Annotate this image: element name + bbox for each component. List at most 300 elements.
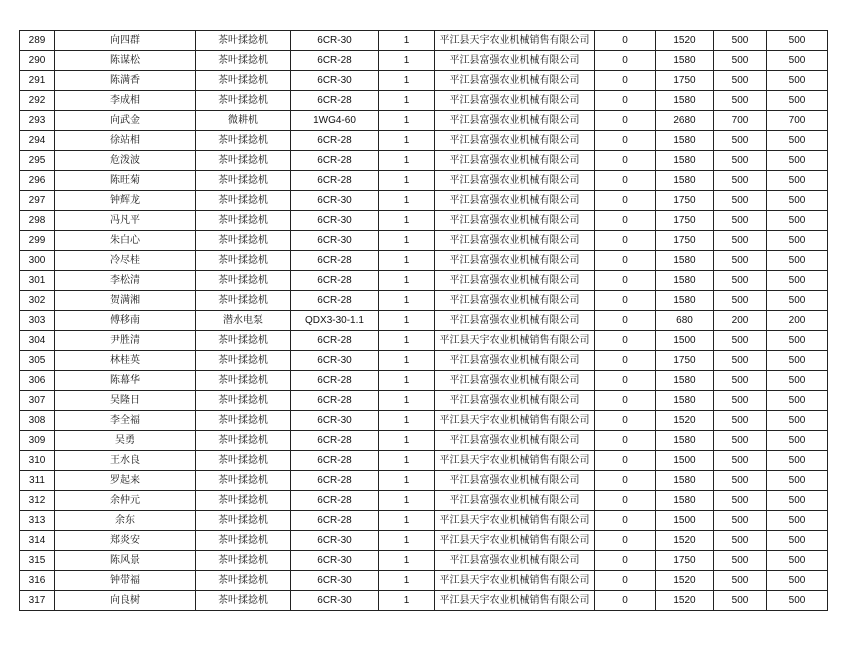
quantity-cell: 1 xyxy=(379,411,435,431)
row-number-cell: 315 xyxy=(20,551,55,571)
central-subsidy-cell: 200 xyxy=(714,311,767,331)
total-subsidy-cell: 500 xyxy=(767,231,828,251)
price-diff-cell: 0 xyxy=(595,151,656,171)
machine-type-cell: 茶叶揉捻机 xyxy=(196,331,291,351)
model-cell: 6CR-28 xyxy=(291,131,379,151)
total-subsidy-cell: 500 xyxy=(767,351,828,371)
central-subsidy-cell: 500 xyxy=(714,291,767,311)
table-body xyxy=(20,31,828,611)
price-diff-cell: 0 xyxy=(595,571,656,591)
price-diff-cell: 0 xyxy=(595,391,656,411)
central-subsidy-cell: 500 xyxy=(714,351,767,371)
model-cell: 6CR-30 xyxy=(291,591,379,611)
dealer-cell: 平江县天宇农业机械销售有限公司 xyxy=(435,531,595,551)
table-row xyxy=(20,591,828,611)
quantity-cell: 1 xyxy=(379,551,435,571)
quantity-cell: 1 xyxy=(379,231,435,251)
total-subsidy-cell: 500 xyxy=(767,591,828,611)
buyer-name-cell: 傅移南 xyxy=(55,311,196,331)
dealer-cell: 平江县天宇农业机械销售有限公司 xyxy=(435,511,595,531)
row-number-cell: 316 xyxy=(20,571,55,591)
table-row xyxy=(20,251,828,271)
sale-price-cell: 1580 xyxy=(656,491,714,511)
model-cell: 6CR-28 xyxy=(291,151,379,171)
central-subsidy-cell: 500 xyxy=(714,531,767,551)
table-row xyxy=(20,131,828,151)
sale-price-cell: 1580 xyxy=(656,391,714,411)
dealer-cell: 平江县富强农业机械有限公司 xyxy=(435,271,595,291)
total-subsidy-cell: 500 xyxy=(767,131,828,151)
central-subsidy-cell: 500 xyxy=(714,231,767,251)
dealer-cell: 平江县天宇农业机械销售有限公司 xyxy=(435,451,595,471)
total-subsidy-cell: 500 xyxy=(767,71,828,91)
buyer-name-cell: 冷尽桂 xyxy=(55,251,196,271)
model-cell: 6CR-28 xyxy=(291,291,379,311)
model-cell: 6CR-28 xyxy=(291,431,379,451)
central-subsidy-cell: 500 xyxy=(714,411,767,431)
model-cell: 6CR-28 xyxy=(291,331,379,351)
model-cell: 6CR-28 xyxy=(291,51,379,71)
machine-type-cell: 茶叶揉捻机 xyxy=(196,291,291,311)
machine-type-cell: 茶叶揉捻机 xyxy=(196,371,291,391)
sale-price-cell: 2680 xyxy=(656,111,714,131)
buyer-name-cell: 钟辉龙 xyxy=(55,191,196,211)
central-subsidy-cell: 500 xyxy=(714,131,767,151)
total-subsidy-cell: 500 xyxy=(767,431,828,451)
machine-type-cell: 茶叶揉捻机 xyxy=(196,551,291,571)
central-subsidy-cell: 500 xyxy=(714,171,767,191)
machine-type-cell: 茶叶揉捻机 xyxy=(196,31,291,51)
row-number-cell: 308 xyxy=(20,411,55,431)
quantity-cell: 1 xyxy=(379,371,435,391)
row-number-cell: 301 xyxy=(20,271,55,291)
dealer-cell: 平江县天宇农业机械销售有限公司 xyxy=(435,331,595,351)
row-number-cell: 295 xyxy=(20,151,55,171)
machine-type-cell: 茶叶揉捻机 xyxy=(196,191,291,211)
buyer-name-cell: 李成相 xyxy=(55,91,196,111)
buyer-name-cell: 陈幕华 xyxy=(55,371,196,391)
sale-price-cell: 1580 xyxy=(656,251,714,271)
quantity-cell: 1 xyxy=(379,71,435,91)
total-subsidy-cell: 500 xyxy=(767,51,828,71)
total-subsidy-cell: 500 xyxy=(767,151,828,171)
quantity-cell: 1 xyxy=(379,251,435,271)
table-row xyxy=(20,451,828,471)
model-cell: 6CR-30 xyxy=(291,231,379,251)
sale-price-cell: 1520 xyxy=(656,571,714,591)
quantity-cell: 1 xyxy=(379,91,435,111)
buyer-name-cell: 林桂英 xyxy=(55,351,196,371)
price-diff-cell: 0 xyxy=(595,491,656,511)
quantity-cell: 1 xyxy=(379,471,435,491)
sale-price-cell: 1580 xyxy=(656,371,714,391)
table-row xyxy=(20,151,828,171)
central-subsidy-cell: 500 xyxy=(714,271,767,291)
total-subsidy-cell: 500 xyxy=(767,251,828,271)
dealer-cell: 平江县天宇农业机械销售有限公司 xyxy=(435,571,595,591)
sale-price-cell: 1750 xyxy=(656,211,714,231)
buyer-name-cell: 陈风景 xyxy=(55,551,196,571)
central-subsidy-cell: 500 xyxy=(714,211,767,231)
sale-price-cell: 1500 xyxy=(656,451,714,471)
dealer-cell: 平江县富强农业机械有限公司 xyxy=(435,471,595,491)
machine-type-cell: 茶叶揉捻机 xyxy=(196,91,291,111)
quantity-cell: 1 xyxy=(379,51,435,71)
machine-type-cell: 茶叶揉捻机 xyxy=(196,211,291,231)
price-diff-cell: 0 xyxy=(595,171,656,191)
model-cell: 6CR-28 xyxy=(291,371,379,391)
central-subsidy-cell: 500 xyxy=(714,151,767,171)
dealer-cell: 平江县富强农业机械有限公司 xyxy=(435,171,595,191)
row-number-cell: 298 xyxy=(20,211,55,231)
sale-price-cell: 1520 xyxy=(656,31,714,51)
quantity-cell: 1 xyxy=(379,311,435,331)
table-row xyxy=(20,511,828,531)
machine-type-cell: 潜水电泵 xyxy=(196,311,291,331)
buyer-name-cell: 尹胜清 xyxy=(55,331,196,351)
dealer-cell: 平江县富强农业机械有限公司 xyxy=(435,391,595,411)
price-diff-cell: 0 xyxy=(595,431,656,451)
sale-price-cell: 1750 xyxy=(656,231,714,251)
model-cell: 6CR-30 xyxy=(291,551,379,571)
quantity-cell: 1 xyxy=(379,451,435,471)
row-number-cell: 290 xyxy=(20,51,55,71)
sale-price-cell: 1500 xyxy=(656,511,714,531)
buyer-name-cell: 冯凡平 xyxy=(55,211,196,231)
model-cell: 6CR-30 xyxy=(291,31,379,51)
central-subsidy-cell: 500 xyxy=(714,431,767,451)
quantity-cell: 1 xyxy=(379,151,435,171)
model-cell: 6CR-30 xyxy=(291,411,379,431)
total-subsidy-cell: 700 xyxy=(767,111,828,131)
sale-price-cell: 1580 xyxy=(656,131,714,151)
sale-price-cell: 1750 xyxy=(656,551,714,571)
sale-price-cell: 680 xyxy=(656,311,714,331)
table-row xyxy=(20,311,828,331)
sale-price-cell: 1580 xyxy=(656,291,714,311)
row-number-cell: 312 xyxy=(20,491,55,511)
model-cell: 6CR-30 xyxy=(291,191,379,211)
buyer-name-cell: 吴勇 xyxy=(55,431,196,451)
quantity-cell: 1 xyxy=(379,131,435,151)
quantity-cell: 1 xyxy=(379,331,435,351)
buyer-name-cell: 吴隆日 xyxy=(55,391,196,411)
table-row xyxy=(20,171,828,191)
buyer-name-cell: 李松清 xyxy=(55,271,196,291)
table-row xyxy=(20,391,828,411)
price-diff-cell: 0 xyxy=(595,551,656,571)
row-number-cell: 304 xyxy=(20,331,55,351)
model-cell: 6CR-28 xyxy=(291,471,379,491)
central-subsidy-cell: 500 xyxy=(714,591,767,611)
central-subsidy-cell: 500 xyxy=(714,331,767,351)
model-cell: 6CR-28 xyxy=(291,451,379,471)
central-subsidy-cell: 500 xyxy=(714,451,767,471)
machine-type-cell: 茶叶揉捻机 xyxy=(196,171,291,191)
price-diff-cell: 0 xyxy=(595,511,656,531)
dealer-cell: 平江县天宇农业机械销售有限公司 xyxy=(435,411,595,431)
machine-type-cell: 茶叶揉捻机 xyxy=(196,231,291,251)
row-number-cell: 306 xyxy=(20,371,55,391)
dealer-cell: 平江县富强农业机械有限公司 xyxy=(435,431,595,451)
price-diff-cell: 0 xyxy=(595,331,656,351)
model-cell: 6CR-30 xyxy=(291,571,379,591)
dealer-cell: 平江县富强农业机械有限公司 xyxy=(435,131,595,151)
row-number-cell: 293 xyxy=(20,111,55,131)
table-row xyxy=(20,91,828,111)
row-number-cell: 303 xyxy=(20,311,55,331)
central-subsidy-cell: 500 xyxy=(714,571,767,591)
row-number-cell: 291 xyxy=(20,71,55,91)
table-row xyxy=(20,71,828,91)
dealer-cell: 平江县富强农业机械有限公司 xyxy=(435,51,595,71)
buyer-name-cell: 罗起来 xyxy=(55,471,196,491)
total-subsidy-cell: 500 xyxy=(767,511,828,531)
buyer-name-cell: 余东 xyxy=(55,511,196,531)
table-row xyxy=(20,431,828,451)
quantity-cell: 1 xyxy=(379,171,435,191)
quantity-cell: 1 xyxy=(379,511,435,531)
row-number-cell: 317 xyxy=(20,591,55,611)
table-row xyxy=(20,531,828,551)
total-subsidy-cell: 500 xyxy=(767,211,828,231)
price-diff-cell: 0 xyxy=(595,31,656,51)
row-number-cell: 294 xyxy=(20,131,55,151)
price-diff-cell: 0 xyxy=(595,311,656,331)
dealer-cell: 平江县富强农业机械有限公司 xyxy=(435,191,595,211)
sale-price-cell: 1750 xyxy=(656,351,714,371)
quantity-cell: 1 xyxy=(379,31,435,51)
quantity-cell: 1 xyxy=(379,591,435,611)
central-subsidy-cell: 700 xyxy=(714,111,767,131)
dealer-cell: 平江县富强农业机械有限公司 xyxy=(435,91,595,111)
total-subsidy-cell: 500 xyxy=(767,331,828,351)
total-subsidy-cell: 500 xyxy=(767,371,828,391)
total-subsidy-cell: 500 xyxy=(767,451,828,471)
price-diff-cell: 0 xyxy=(595,91,656,111)
dealer-cell: 平江县富强农业机械有限公司 xyxy=(435,251,595,271)
central-subsidy-cell: 500 xyxy=(714,491,767,511)
buyer-name-cell: 陈谋松 xyxy=(55,51,196,71)
sale-price-cell: 1580 xyxy=(656,271,714,291)
sale-price-cell: 1500 xyxy=(656,331,714,351)
quantity-cell: 1 xyxy=(379,271,435,291)
buyer-name-cell: 余仲元 xyxy=(55,491,196,511)
row-number-cell: 292 xyxy=(20,91,55,111)
table-row xyxy=(20,351,828,371)
price-diff-cell: 0 xyxy=(595,371,656,391)
sale-price-cell: 1580 xyxy=(656,171,714,191)
quantity-cell: 1 xyxy=(379,111,435,131)
sale-price-cell: 1520 xyxy=(656,531,714,551)
row-number-cell: 300 xyxy=(20,251,55,271)
price-diff-cell: 0 xyxy=(595,591,656,611)
buyer-name-cell: 郑炎安 xyxy=(55,531,196,551)
buyer-name-cell: 徐站相 xyxy=(55,131,196,151)
row-number-cell: 299 xyxy=(20,231,55,251)
machine-type-cell: 茶叶揉捻机 xyxy=(196,51,291,71)
price-diff-cell: 0 xyxy=(595,271,656,291)
quantity-cell: 1 xyxy=(379,431,435,451)
machine-type-cell: 茶叶揉捻机 xyxy=(196,571,291,591)
row-number-cell: 313 xyxy=(20,511,55,531)
dealer-cell: 平江县富强农业机械有限公司 xyxy=(435,71,595,91)
total-subsidy-cell: 500 xyxy=(767,91,828,111)
table-row xyxy=(20,291,828,311)
sale-price-cell: 1580 xyxy=(656,91,714,111)
table-row xyxy=(20,331,828,351)
model-cell: QDX3-30-1.1 xyxy=(291,311,379,331)
table-row xyxy=(20,371,828,391)
machine-type-cell: 茶叶揉捻机 xyxy=(196,411,291,431)
machine-type-cell: 茶叶揉捻机 xyxy=(196,71,291,91)
sale-price-cell: 1580 xyxy=(656,471,714,491)
quantity-cell: 1 xyxy=(379,211,435,231)
central-subsidy-cell: 500 xyxy=(714,551,767,571)
dealer-cell: 平江县富强农业机械有限公司 xyxy=(435,311,595,331)
total-subsidy-cell: 500 xyxy=(767,551,828,571)
total-subsidy-cell: 500 xyxy=(767,411,828,431)
total-subsidy-cell: 500 xyxy=(767,491,828,511)
dealer-cell: 平江县天宇农业机械销售有限公司 xyxy=(435,591,595,611)
sale-price-cell: 1750 xyxy=(656,191,714,211)
table-row xyxy=(20,51,828,71)
buyer-name-cell: 向良树 xyxy=(55,591,196,611)
machine-type-cell: 茶叶揉捻机 xyxy=(196,431,291,451)
sale-price-cell: 1750 xyxy=(656,71,714,91)
quantity-cell: 1 xyxy=(379,531,435,551)
price-diff-cell: 0 xyxy=(595,71,656,91)
row-number-cell: 302 xyxy=(20,291,55,311)
price-diff-cell: 0 xyxy=(595,251,656,271)
sale-price-cell: 1520 xyxy=(656,591,714,611)
table-row xyxy=(20,191,828,211)
central-subsidy-cell: 500 xyxy=(714,191,767,211)
dealer-cell: 平江县富强农业机械有限公司 xyxy=(435,211,595,231)
model-cell: 6CR-28 xyxy=(291,251,379,271)
table-row xyxy=(20,211,828,231)
row-number-cell: 305 xyxy=(20,351,55,371)
price-diff-cell: 0 xyxy=(595,411,656,431)
central-subsidy-cell: 500 xyxy=(714,251,767,271)
central-subsidy-cell: 500 xyxy=(714,391,767,411)
central-subsidy-cell: 500 xyxy=(714,511,767,531)
table-row xyxy=(20,31,828,51)
buyer-name-cell: 贺满湘 xyxy=(55,291,196,311)
model-cell: 1WG4-60 xyxy=(291,111,379,131)
machine-type-cell: 茶叶揉捻机 xyxy=(196,591,291,611)
price-diff-cell: 0 xyxy=(595,191,656,211)
price-diff-cell: 0 xyxy=(595,51,656,71)
total-subsidy-cell: 500 xyxy=(767,291,828,311)
quantity-cell: 1 xyxy=(379,191,435,211)
model-cell: 6CR-28 xyxy=(291,271,379,291)
sale-price-cell: 1580 xyxy=(656,151,714,171)
central-subsidy-cell: 500 xyxy=(714,51,767,71)
central-subsidy-cell: 500 xyxy=(714,71,767,91)
table-row xyxy=(20,111,828,131)
price-diff-cell: 0 xyxy=(595,231,656,251)
price-diff-cell: 0 xyxy=(595,131,656,151)
price-diff-cell: 0 xyxy=(595,451,656,471)
row-number-cell: 314 xyxy=(20,531,55,551)
row-number-cell: 297 xyxy=(20,191,55,211)
buyer-name-cell: 向四群 xyxy=(55,31,196,51)
model-cell: 6CR-28 xyxy=(291,511,379,531)
total-subsidy-cell: 500 xyxy=(767,531,828,551)
price-diff-cell: 0 xyxy=(595,471,656,491)
quantity-cell: 1 xyxy=(379,291,435,311)
machine-type-cell: 茶叶揉捻机 xyxy=(196,131,291,151)
model-cell: 6CR-30 xyxy=(291,351,379,371)
machine-type-cell: 微耕机 xyxy=(196,111,291,131)
row-number-cell: 309 xyxy=(20,431,55,451)
buyer-name-cell: 钟带福 xyxy=(55,571,196,591)
sale-price-cell: 1580 xyxy=(656,51,714,71)
model-cell: 6CR-28 xyxy=(291,171,379,191)
buyer-name-cell: 王水良 xyxy=(55,451,196,471)
total-subsidy-cell: 500 xyxy=(767,391,828,411)
total-subsidy-cell: 500 xyxy=(767,31,828,51)
price-diff-cell: 0 xyxy=(595,111,656,131)
total-subsidy-cell: 500 xyxy=(767,191,828,211)
price-diff-cell: 0 xyxy=(595,211,656,231)
dealer-cell: 平江县富强农业机械有限公司 xyxy=(435,151,595,171)
machine-type-cell: 茶叶揉捻机 xyxy=(196,351,291,371)
total-subsidy-cell: 500 xyxy=(767,271,828,291)
price-diff-cell: 0 xyxy=(595,531,656,551)
total-subsidy-cell: 500 xyxy=(767,171,828,191)
machine-type-cell: 茶叶揉捻机 xyxy=(196,251,291,271)
row-number-cell: 310 xyxy=(20,451,55,471)
table-row xyxy=(20,551,828,571)
row-number-cell: 289 xyxy=(20,31,55,51)
model-cell: 6CR-30 xyxy=(291,531,379,551)
machine-type-cell: 茶叶揉捻机 xyxy=(196,491,291,511)
table-row xyxy=(20,471,828,491)
dealer-cell: 平江县富强农业机械有限公司 xyxy=(435,551,595,571)
machine-type-cell: 茶叶揉捻机 xyxy=(196,471,291,491)
buyer-name-cell: 向武金 xyxy=(55,111,196,131)
central-subsidy-cell: 500 xyxy=(714,91,767,111)
row-number-cell: 307 xyxy=(20,391,55,411)
row-number-cell: 311 xyxy=(20,471,55,491)
buyer-name-cell: 李全福 xyxy=(55,411,196,431)
sale-price-cell: 1520 xyxy=(656,411,714,431)
central-subsidy-cell: 500 xyxy=(714,371,767,391)
total-subsidy-cell: 200 xyxy=(767,311,828,331)
buyer-name-cell: 陈旺菊 xyxy=(55,171,196,191)
quantity-cell: 1 xyxy=(379,491,435,511)
machine-type-cell: 茶叶揉捻机 xyxy=(196,151,291,171)
machine-type-cell: 茶叶揉捻机 xyxy=(196,271,291,291)
price-diff-cell: 0 xyxy=(595,291,656,311)
quantity-cell: 1 xyxy=(379,571,435,591)
machine-type-cell: 茶叶揉捻机 xyxy=(196,391,291,411)
buyer-name-cell: 朱白心 xyxy=(55,231,196,251)
row-number-cell: 296 xyxy=(20,171,55,191)
table-row xyxy=(20,571,828,591)
central-subsidy-cell: 500 xyxy=(714,471,767,491)
dealer-cell: 平江县富强农业机械有限公司 xyxy=(435,371,595,391)
table-row xyxy=(20,231,828,251)
dealer-cell: 平江县富强农业机械有限公司 xyxy=(435,111,595,131)
total-subsidy-cell: 500 xyxy=(767,571,828,591)
buyer-name-cell: 陈满香 xyxy=(55,71,196,91)
machine-type-cell: 茶叶揉捻机 xyxy=(196,451,291,471)
model-cell: 6CR-30 xyxy=(291,71,379,91)
model-cell: 6CR-30 xyxy=(291,211,379,231)
